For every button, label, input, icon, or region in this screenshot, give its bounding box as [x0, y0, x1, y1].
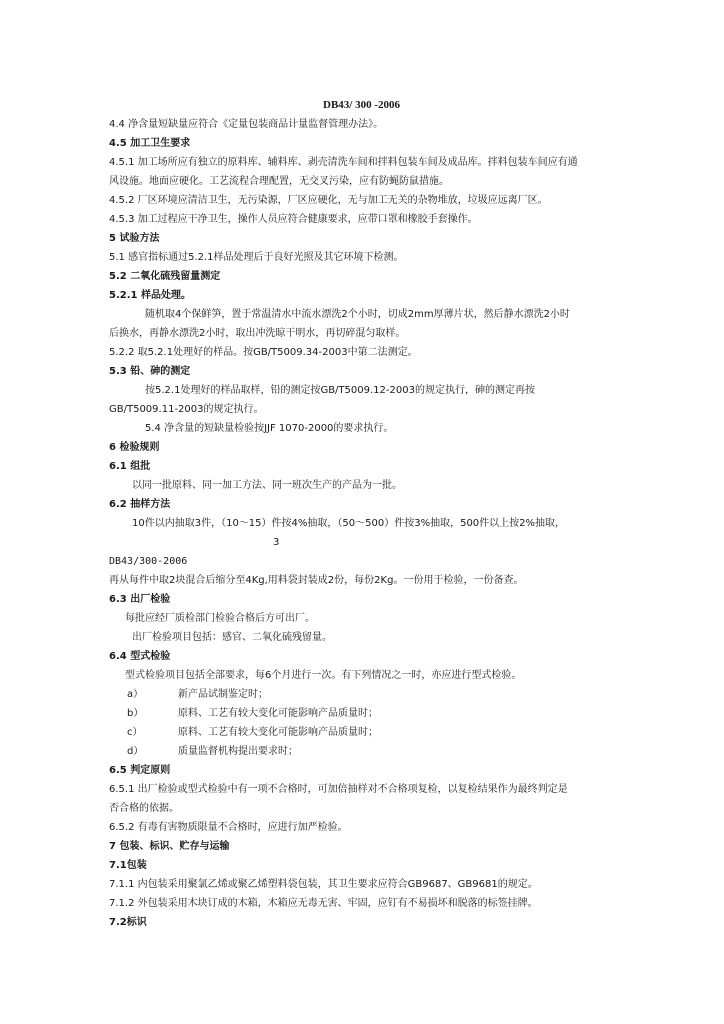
heading-5: 5 试验方法: [109, 233, 160, 244]
heading-6-4: 6.4 型式检验: [109, 651, 171, 662]
heading-4-5: 4.5 加工卫生要求: [109, 138, 191, 149]
list-item-d: 质量监督机构提出要求时；: [178, 746, 298, 757]
clause-5-2-2: 5.2.2 取5.2.1处理好的样品。按GB/T5009.34-2003中第二法测定。: [109, 347, 418, 358]
clause-6-5-2: 6.5.2 有毒有害物质限量不合格时，应进行加严检验。: [109, 822, 348, 833]
clause-5-1: 5.1 感官指标通过5.2.1样品处理后于良好光照及其它环境下检测。: [109, 252, 404, 263]
clause-6-3-items: 出厂检验项目包括：感官、二氧化硫残留量。: [132, 632, 332, 643]
heading-6: 6 检验规则: [109, 442, 160, 453]
clause-5-2-1-cont: 后换水，再静水漂洗2小时，取出冲洗晾干明水，再切碎混匀取样。: [109, 328, 406, 339]
heading-6-2: 6.2 抽样方法: [109, 499, 171, 510]
clause-6-5-1-cont: 否合格的依据。: [109, 803, 179, 814]
clause-5-3-body: 按5.2.1处理好的样品取样，铅的测定按GB/T5009.12-2003的规定执行，砷的测定再按: [145, 385, 535, 396]
list-item-b: 原料、工艺有较大变化可能影响产品质量时；: [178, 708, 378, 719]
list-item-a: 新产品试制鉴定时；: [178, 689, 268, 700]
heading-7: 7 包装、标识、贮存与运输: [109, 841, 230, 852]
doc-code-running: DB43/300-2006: [109, 556, 188, 567]
clause-7-1-2: 7.1.2 外包装采用木块订成的木箱，木箱应无毒无害、牢固，应钉有不易损坏和脱落的标签挂牌。: [109, 898, 538, 909]
clause-7-1-1: 7.1.1 内包装采用聚氯乙烯或聚乙烯塑料袋包装，其卫生要求应符合GB9687、GB9681的规定。: [109, 879, 538, 890]
clause-6-2-cont: 再从每件中取2块混合后缩分至4Kg,用料袋封装成2份，每份2Kg。一份用于检验，一份备查。: [109, 575, 524, 586]
list-marker-b: b）: [127, 708, 144, 719]
list-marker-d: d）: [127, 746, 144, 757]
heading-5-2-1: 5.2.1 样品处理。: [109, 290, 191, 301]
heading-5-3: 5.3 铅、砷的测定: [109, 366, 191, 377]
heading-6-5: 6.5 判定原则: [109, 765, 171, 776]
clause-6-2-body: 10件以内抽取3件，（10～15）件按4%抽取，（50～500）件按3%抽取，500件以上按2%抽取，: [132, 518, 566, 529]
heading-6-1: 6.1 组批: [109, 461, 151, 472]
clause-4-5-1: 4.5.1 加工场所应有独立的原料库、辅料库、剥壳清洗车间和拌料包装车间及成品库。拌料包装车间应有通: [109, 157, 578, 168]
clause-5-2-1-body: 随机取4个保鲜笋，置于常温清水中流水漂洗2个小时，切成2mm厚薄片状，然后静水漂洗2小时: [145, 309, 570, 320]
heading-5-2: 5.2 二氧化硫残留量测定: [109, 271, 221, 282]
list-marker-c: c）: [127, 727, 143, 738]
clause-4-5-2: 4.5.2 厂区环境应清洁卫生，无污染源，厂区应硬化，无与加工无关的杂物堆放，垃圾应远离厂区。: [109, 195, 548, 206]
clause-6-4-body: 型式检验项目包括全部要求，每6个月进行一次。有下列情况之一时，亦应进行型式检验。: [125, 670, 522, 681]
heading-6-3: 6.3 出厂检验: [109, 594, 171, 605]
clause-5-3-cont: GB/T5009.11-2003的规定执行。: [109, 404, 264, 415]
clause-5-4: 5.4 净含量的短缺量检验按JJF 1070-2000的要求执行。: [145, 423, 394, 434]
clause-4-5-1-cont: 风设施。地面应硬化。工艺流程合理配置，无交叉污染，应有防蝇防鼠措施。: [109, 176, 449, 187]
clause-4-4: 4.4 净含量短缺量应符合《定量包装商品计量监督管理办法》。: [109, 119, 384, 130]
heading-7-2: 7.2标识: [109, 917, 147, 928]
list-item-c: 原料、工艺有较大变化可能影响产品质量时；: [178, 727, 378, 738]
clause-4-5-3: 4.5.3 加工过程应干净卫生，操作人员应符合健康要求，应带口罩和橡胶手套操作。: [109, 214, 478, 225]
list-marker-a: a）: [127, 689, 144, 700]
clause-6-1-body: 以同一批原料、同一加工方法、同一班次生产的产品为一批。: [132, 480, 402, 491]
heading-7-1: 7.1包装: [109, 860, 147, 871]
clause-6-3-body: 每批应经厂质检部门检验合格后方可出厂。: [125, 613, 315, 624]
clause-6-5-1: 6.5.1 出厂检验或型式检验中有一项不合格时，可加倍抽样对不合格项复检，以复检结果作为最终判定是: [109, 784, 568, 795]
page-number: 3: [273, 537, 280, 548]
doc-code-header: DB43/ 300 -2006: [323, 99, 400, 111]
